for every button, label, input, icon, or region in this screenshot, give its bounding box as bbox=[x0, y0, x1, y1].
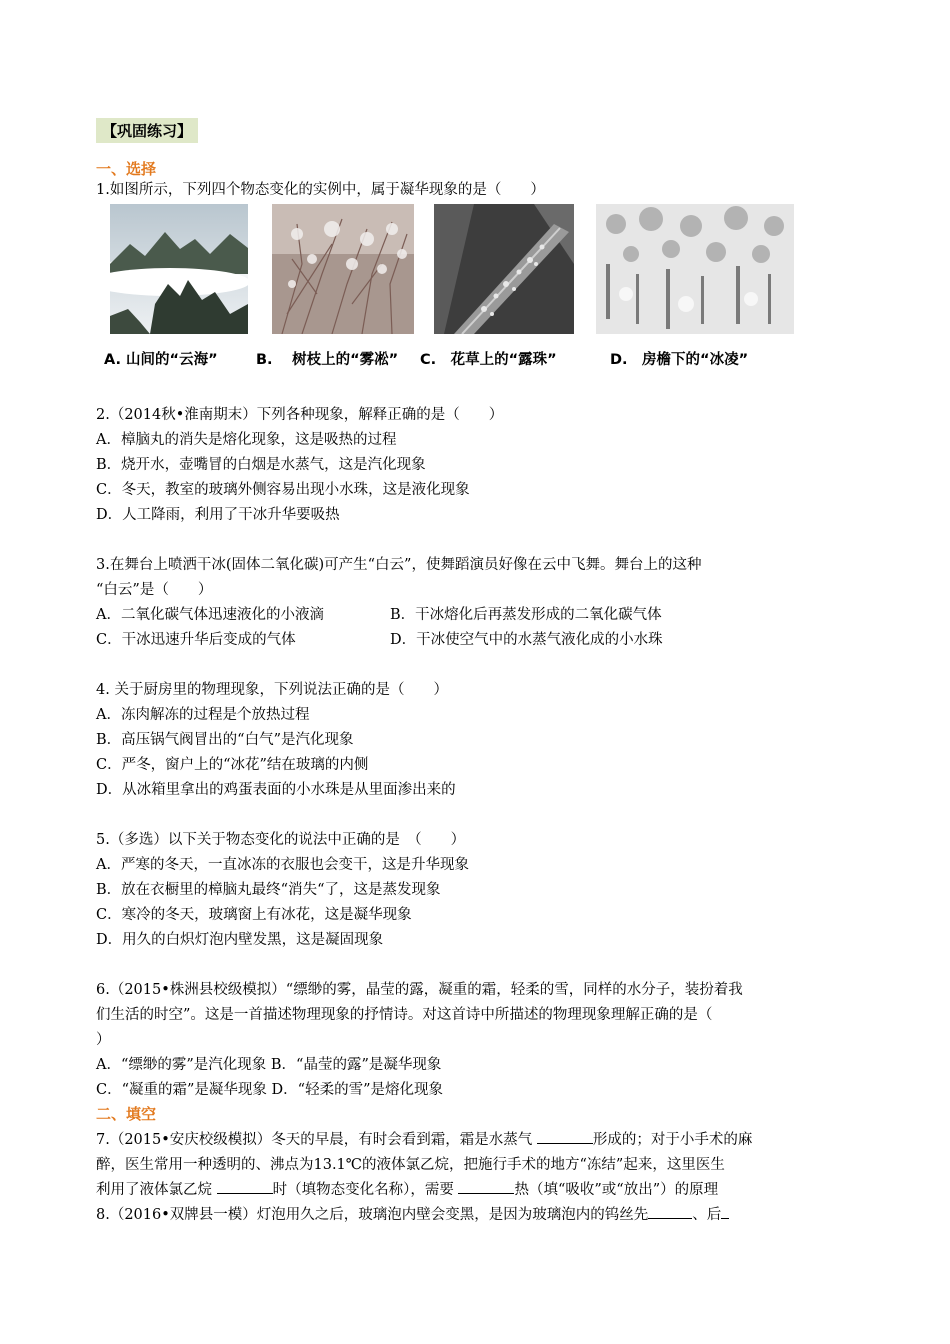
q7-line1 bbox=[96, 1130, 752, 1150]
photo-cloud-sea bbox=[110, 204, 248, 334]
q5-option-d: D．用久的白炽灯泡内壁发黑，这是凝固现象 bbox=[96, 932, 384, 948]
q2-option-a: A．樟脑丸的消失是熔化现象，这是吸热的过程 bbox=[96, 432, 397, 448]
q3-stem-line2: “白云”是（ ） bbox=[96, 582, 213, 598]
q5-option-b: B．放在衣橱里的樟脑丸最终“消失“了，这是蒸发现象 bbox=[96, 882, 441, 898]
q7-blank-2[interactable] bbox=[217, 1193, 273, 1194]
q3-option-b: B．干冰熔化后再蒸发形成的二氧化碳气体 bbox=[390, 607, 662, 623]
q6-stem-line3: ） bbox=[96, 1032, 111, 1048]
q1-caption-d: D. 房檐下的“冰凌” bbox=[610, 352, 749, 368]
q7-blank-1[interactable] bbox=[537, 1143, 593, 1144]
q4-stem: 4. 关于厨房里的物理现象，下列说法正确的是（ ） bbox=[96, 682, 448, 698]
q6-stem-line1: 6.（2015•株洲县校级模拟）“缥缈的雾，晶莹的露，凝重的霜，轻柔的雪，同样的水分子，装扮着我 bbox=[96, 982, 743, 998]
q7-line3-text-a: 利用了液体氯乙烷 bbox=[96, 1182, 217, 1198]
photo-dew-leaf bbox=[434, 204, 574, 334]
q8-text-b: 、后 bbox=[692, 1207, 722, 1223]
q2-option-c: C．冬天，教室的玻璃外侧容易出现小水珠，这是液化现象 bbox=[96, 482, 470, 498]
q1-caption-b: B. 树枝上的“雾凇” bbox=[256, 352, 399, 368]
q8-blank-2[interactable] bbox=[721, 1218, 729, 1219]
heading-fill-in: 二、填空 bbox=[96, 1105, 157, 1123]
q5-stem: 5.（多选）以下关于物态变化的说法中正确的是 （ ） bbox=[96, 832, 466, 848]
q7-line3 bbox=[96, 1180, 718, 1200]
q7-line3-text-b: 时（填物态变化名称），需要 bbox=[272, 1182, 459, 1198]
q6-option-cd: C．“凝重的霜”是凝华现象 D．“轻柔的雪”是熔化现象 bbox=[96, 1082, 443, 1098]
q1-caption-a: A. 山间的“云海” bbox=[104, 352, 218, 368]
photo-icicles bbox=[596, 204, 794, 334]
q5-option-a: A．严寒的冬天，一直冰冻的衣服也会变干，这是升华现象 bbox=[96, 857, 469, 873]
q7-line1-text-a: 7.（2015•安庆校级模拟）冬天的早晨，有时会看到霜，霜是水蒸气 bbox=[96, 1132, 537, 1148]
photo-frost-branches bbox=[272, 204, 414, 334]
q2-option-b: B．烧开水，壶嘴冒的白烟是水蒸气，这是汽化现象 bbox=[96, 457, 426, 473]
q4-option-d: D．从冰箱里拿出的鸡蛋表面的小水珠是从里面渗出来的 bbox=[96, 782, 456, 798]
q1-stem: 1.如图所示，下列四个物态变化的实例中，属于凝华现象的是（ ） bbox=[96, 182, 545, 198]
q5-option-c: C．寒冷的冬天，玻璃窗上有冰花，这是凝华现象 bbox=[96, 907, 412, 923]
q2-stem: 2.（2014秋•淮南期末）下列各种现象，解释正确的是（ ） bbox=[96, 407, 504, 423]
q7-line2: 醉，医生常用一种透明的、沸点为13.1℃的液体氯乙烷，把施行手术的地方“冻结”起来，这里医生 bbox=[96, 1157, 725, 1173]
q6-stem-line2: 们生活的时空”。这是一首描述物理现象的抒情诗。对这首诗中所描述的物理现象理解正确的是（ bbox=[96, 1007, 713, 1023]
q6-option-ab: A．“缥缈的雾”是汽化现象 B．“晶莹的露”是凝华现象 bbox=[96, 1057, 442, 1073]
q8-text-a: 8.（2016•双牌县一模）灯泡用久之后，玻璃泡内壁会变黑，是因为玻璃泡内的钨丝先 bbox=[96, 1207, 649, 1223]
q2-option-d: D．人工降雨，利用了干冰升华要吸热 bbox=[96, 507, 340, 523]
q1-caption-c: C. 花草上的“露珠” bbox=[420, 352, 557, 368]
q8-line bbox=[96, 1205, 729, 1225]
q3-option-d: D．干冰使空气中的水蒸气液化成的小水珠 bbox=[390, 632, 663, 648]
q7-line1-text-b: 形成的；对于小手术的麻 bbox=[592, 1132, 753, 1148]
q7-line3-text-c: 热（填“吸收”或“放出”）的原理 bbox=[514, 1182, 719, 1198]
q4-option-c: C．严冬，窗户上的“冰花”结在玻璃的内侧 bbox=[96, 757, 369, 773]
q4-option-a: A．冻肉解冻的过程是个放热过程 bbox=[96, 707, 310, 723]
q4-option-b: B．高压锅气阀冒出的“白气”是汽化现象 bbox=[96, 732, 354, 748]
q3-option-c: C．干冰迅速升华后变成的气体 bbox=[96, 632, 296, 648]
heading-choice: 一、选择 bbox=[96, 160, 157, 178]
q3-option-a: A．二氧化碳气体迅速液化的小液滴 bbox=[96, 607, 324, 623]
q8-blank-1[interactable] bbox=[648, 1218, 692, 1219]
q7-blank-3[interactable] bbox=[458, 1193, 514, 1194]
q3-stem-line1: 3.在舞台上喷洒干冰(固体二氧化碳)可产生“白云”，使舞蹈演员好像在云中飞舞。舞台上的这种 bbox=[96, 557, 702, 573]
section-tag: 【巩固练习】 bbox=[96, 118, 198, 143]
